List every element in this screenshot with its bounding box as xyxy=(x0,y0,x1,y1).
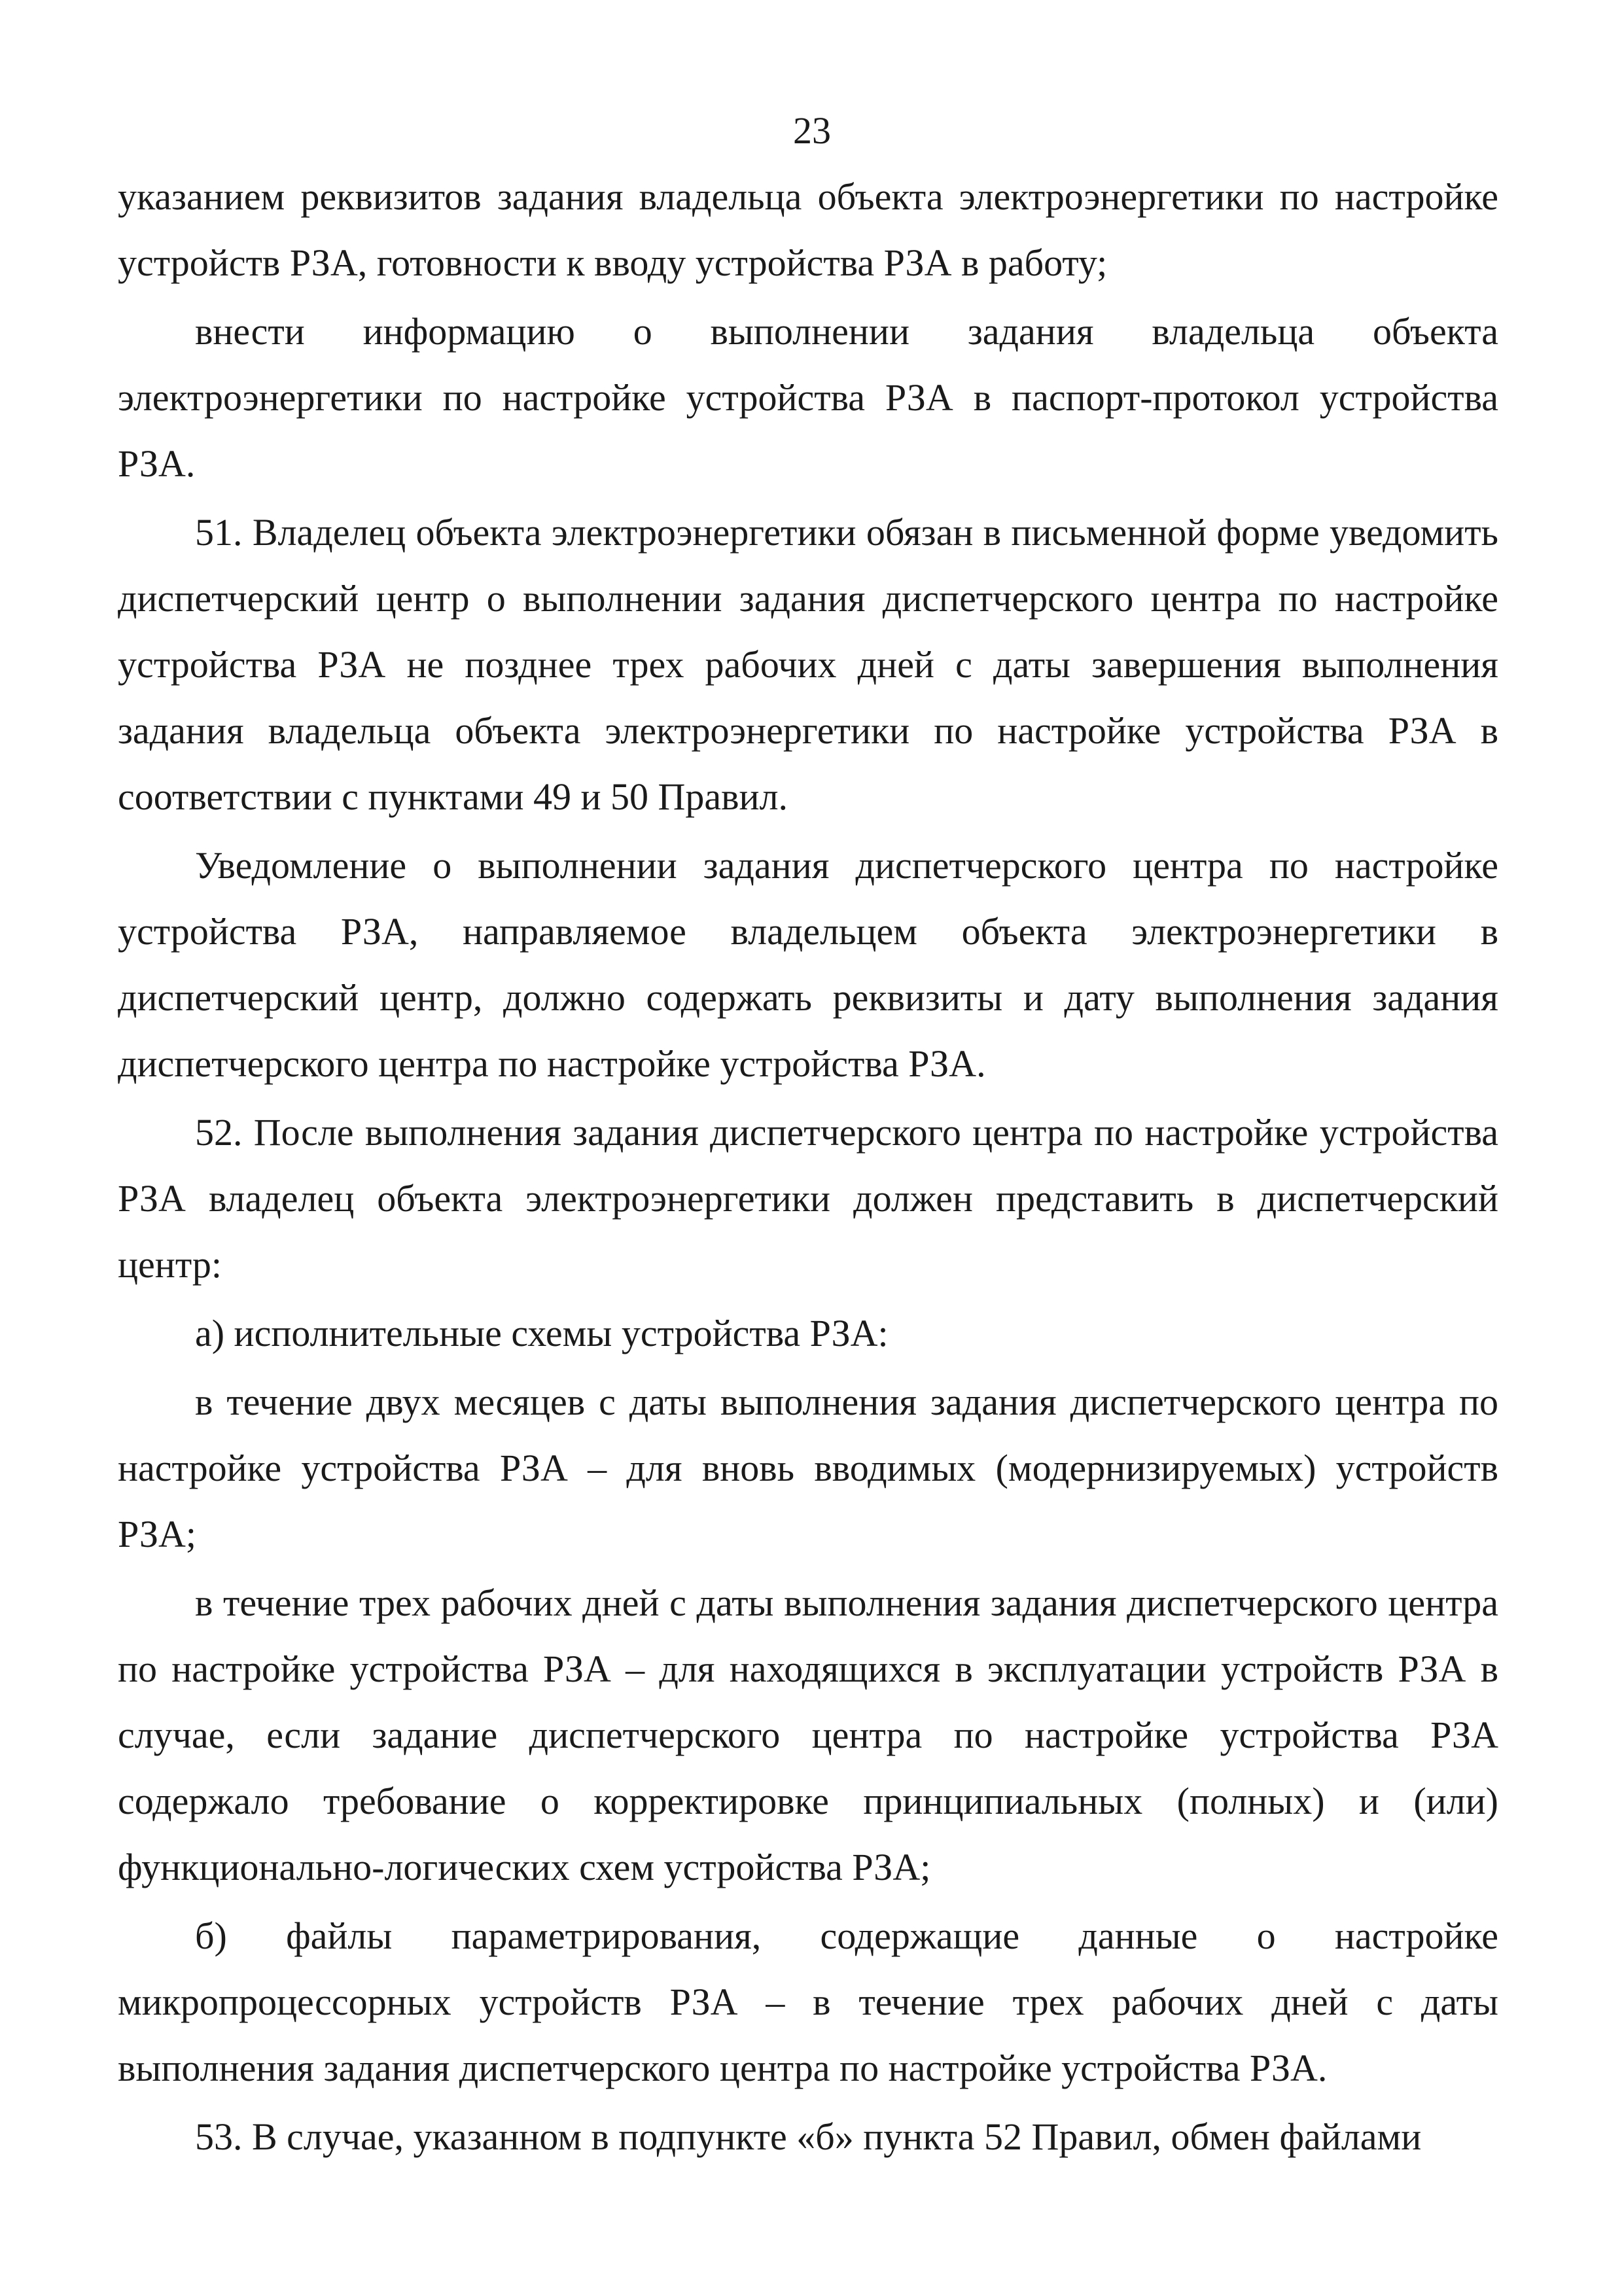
paragraph-item-52: 52. После выполнения задания диспетчерского центра по настройке устройства РЗА владелец объекта электроэнергетики должен представить в диспетчерский центр: xyxy=(118,1111,1498,1286)
paragraph-item-51: 51. Владелец объекта электроэнергетики обязан в письменной форме уведомить диспетчерский центр о выполнении задания диспетчерского центра по настройке устройства РЗА не позднее трех рабочих дней с даты завершения выполнения задания владельца объекта электроэнергетики по настройке устройства РЗА в соответствии с пунктами 49 и 50 Правил. xyxy=(118,511,1498,818)
document-body xyxy=(118,164,1498,2172)
paragraph-notification: Уведомление о выполнении задания диспетчерского центра по настройке устройства РЗА, направляемое владельцем объекта электроэнергетики в диспетчерский центр, должно содержать реквизиты и дату выполнения задания диспетчерского центра по настройке устройства РЗА. xyxy=(118,844,1498,1085)
paragraph-enter-info: внести информацию о выполнении задания владельца объекта электроэнергетики по настройке устройства РЗА в паспорт-протокол устройства РЗА. xyxy=(118,310,1498,485)
paragraph-two-months: в течение двух месяцев с даты выполнения задания диспетчерского центра по настройке устройства РЗА – для вновь вводимых (модернизируемых) устройств РЗА; xyxy=(118,1381,1498,1555)
paragraph-item-53: 53. В случае, указанном в подпункте «б» пункта 52 Правил, обмен файлами xyxy=(195,2115,1422,2158)
page-number: 23 xyxy=(793,109,831,152)
paragraph-three-days: в течение трех рабочих дней с даты выполнения задания диспетчерского центра по настройке устройства РЗА – для находящихся в эксплуатации устройств РЗА в случае, если задание диспетчерского центра по настройке устройства РЗА содержало требование о корректировке принципиальных (полных) и (или) функционально-логических схем устройства РЗА; xyxy=(118,1581,1498,1888)
paragraph-subitem-b: б) файлы параметрирования, содержащие данные о настройке микропроцессорных устройств РЗА – в течение трех рабочих дней с даты выполнения задания диспетчерского центра по настройке устройства РЗА. xyxy=(118,1915,1498,2089)
paragraph-subitem-a: а) исполнительные схемы устройства РЗА: xyxy=(195,1312,889,1354)
paragraph-continuation: указанием реквизитов задания владельца объекта электроэнергетики по настройке устройств РЗА, готовности к вводу устройства РЗА в работу; xyxy=(118,175,1498,284)
